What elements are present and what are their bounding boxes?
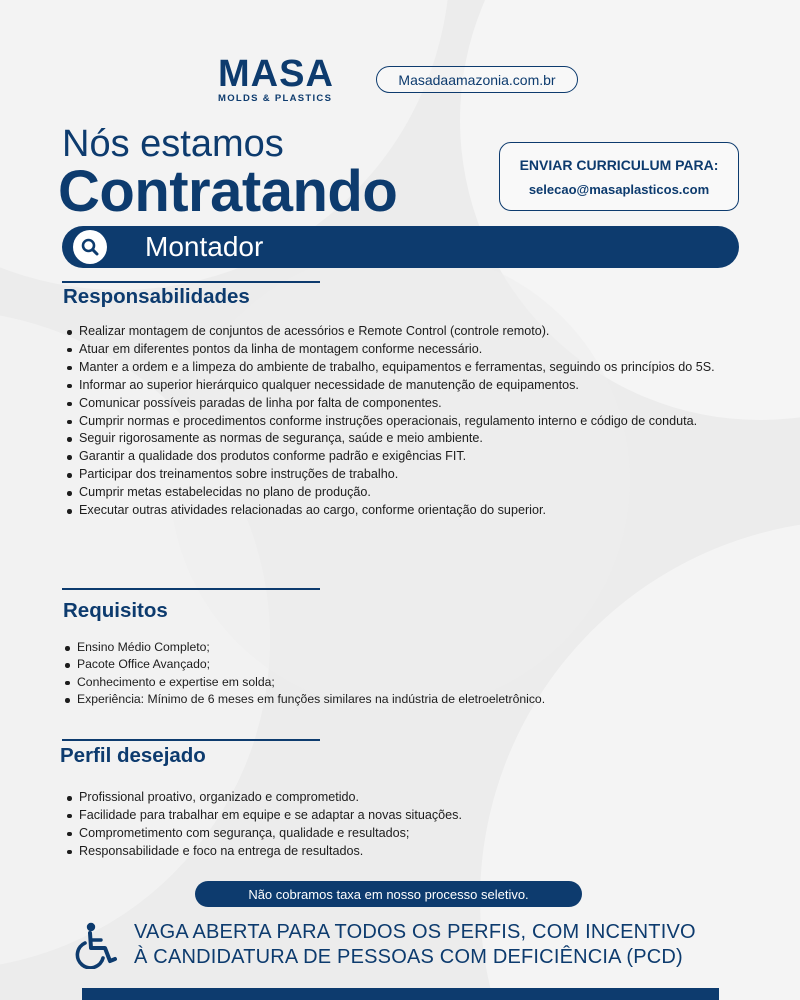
masa-logo <box>218 53 348 104</box>
list-item: Garantir a qualidade dos produtos conforme padrão e exigências FIT. <box>64 448 724 466</box>
list-item: Pacote Office Avançado; <box>62 656 722 673</box>
list-item: Executar outras atividades relacionadas ao cargo, conforme orientação do superior. <box>64 502 724 520</box>
hero-title: Contratando <box>58 159 398 224</box>
list-item: Facilidade para trabalhar em equipe e se adaptar a novas situações. <box>64 807 724 825</box>
list-item: Comunicar possíveis paradas de linha por falta de componentes. <box>64 395 724 413</box>
requirements-title: Requisitos <box>63 599 168 622</box>
no-fee-notice: Não cobramos taxa em nosso processo seletivo. <box>195 881 582 907</box>
logo-tagline: MOLDS & PLASTICS <box>218 93 333 104</box>
list-item: Conhecimento e expertise em solda; <box>62 674 722 691</box>
list-item: Profissional proativo, organizado e comprometido. <box>64 789 724 807</box>
requirements-list <box>62 639 722 709</box>
list-item: Atuar em diferentes pontos da linha de montagem conforme necessário. <box>64 341 724 359</box>
list-item: Cumprir metas estabelecidas no plano de produção. <box>64 484 724 502</box>
list-item: Cumprir normas e procedimentos conforme instruções operacionais, regulamento interno e código de conduta. <box>64 413 724 431</box>
list-item: Responsabilidade e foco na entrega de resultados. <box>64 843 724 861</box>
list-item: Seguir rigorosamente as normas de segurança, saúde e meio ambiente. <box>64 430 724 448</box>
pcd-message-line1: VAGA ABERTA PARA TODOS OS PERFIS, COM INCENTIVO <box>134 921 696 943</box>
list-item: Ensino Médio Completo; <box>62 639 722 656</box>
section-divider <box>62 739 320 741</box>
list-item: Comprometimento com segurança, qualidade e resultados; <box>64 825 724 843</box>
job-title-bar <box>62 226 739 268</box>
section-divider <box>62 588 320 590</box>
pcd-message <box>134 920 734 970</box>
search-icon <box>73 230 107 264</box>
list-item: Participar dos treinamentos sobre instruções de trabalho. <box>64 466 724 484</box>
responsibilities-title: Responsabilidades <box>63 285 250 308</box>
bottom-bar <box>82 988 719 1000</box>
send-cv-label: ENVIAR CURRICULUM PARA: <box>519 156 719 173</box>
logo-wordmark: MASA <box>218 53 334 95</box>
job-title: Montador <box>145 231 264 262</box>
desired-profile-title: Perfil desejado <box>60 744 206 767</box>
send-cv-box <box>499 142 739 211</box>
wheelchair-icon <box>74 921 122 969</box>
website-link[interactable]: Masadaamazonia.com.br <box>376 66 578 93</box>
list-item: Manter a ordem e a limpeza do ambiente de trabalho, equipamentos e ferramentas, seguindo os princípios do 5S. <box>64 359 724 377</box>
list-item: Informar ao superior hierárquico qualquer necessidade de manutenção de equipamentos. <box>64 377 724 395</box>
pcd-message-line2: À CANDIDATURA DE PESSOAS COM DEFICIÊNCIA (PCD) <box>134 946 683 968</box>
desired-profile-list <box>64 789 724 861</box>
send-cv-email[interactable]: selecao@masaplasticos.com <box>528 181 710 197</box>
list-item: Experiência: Mínimo de 6 meses em funções similares na indústria de eletroeletrônico. <box>62 691 722 708</box>
responsibilities-list <box>64 323 724 520</box>
section-divider <box>62 281 320 283</box>
hero-subtitle: Nós estamos <box>62 123 284 165</box>
list-item: Realizar montagem de conjuntos de acessórios e Remote Control (controle remoto). <box>64 323 724 341</box>
